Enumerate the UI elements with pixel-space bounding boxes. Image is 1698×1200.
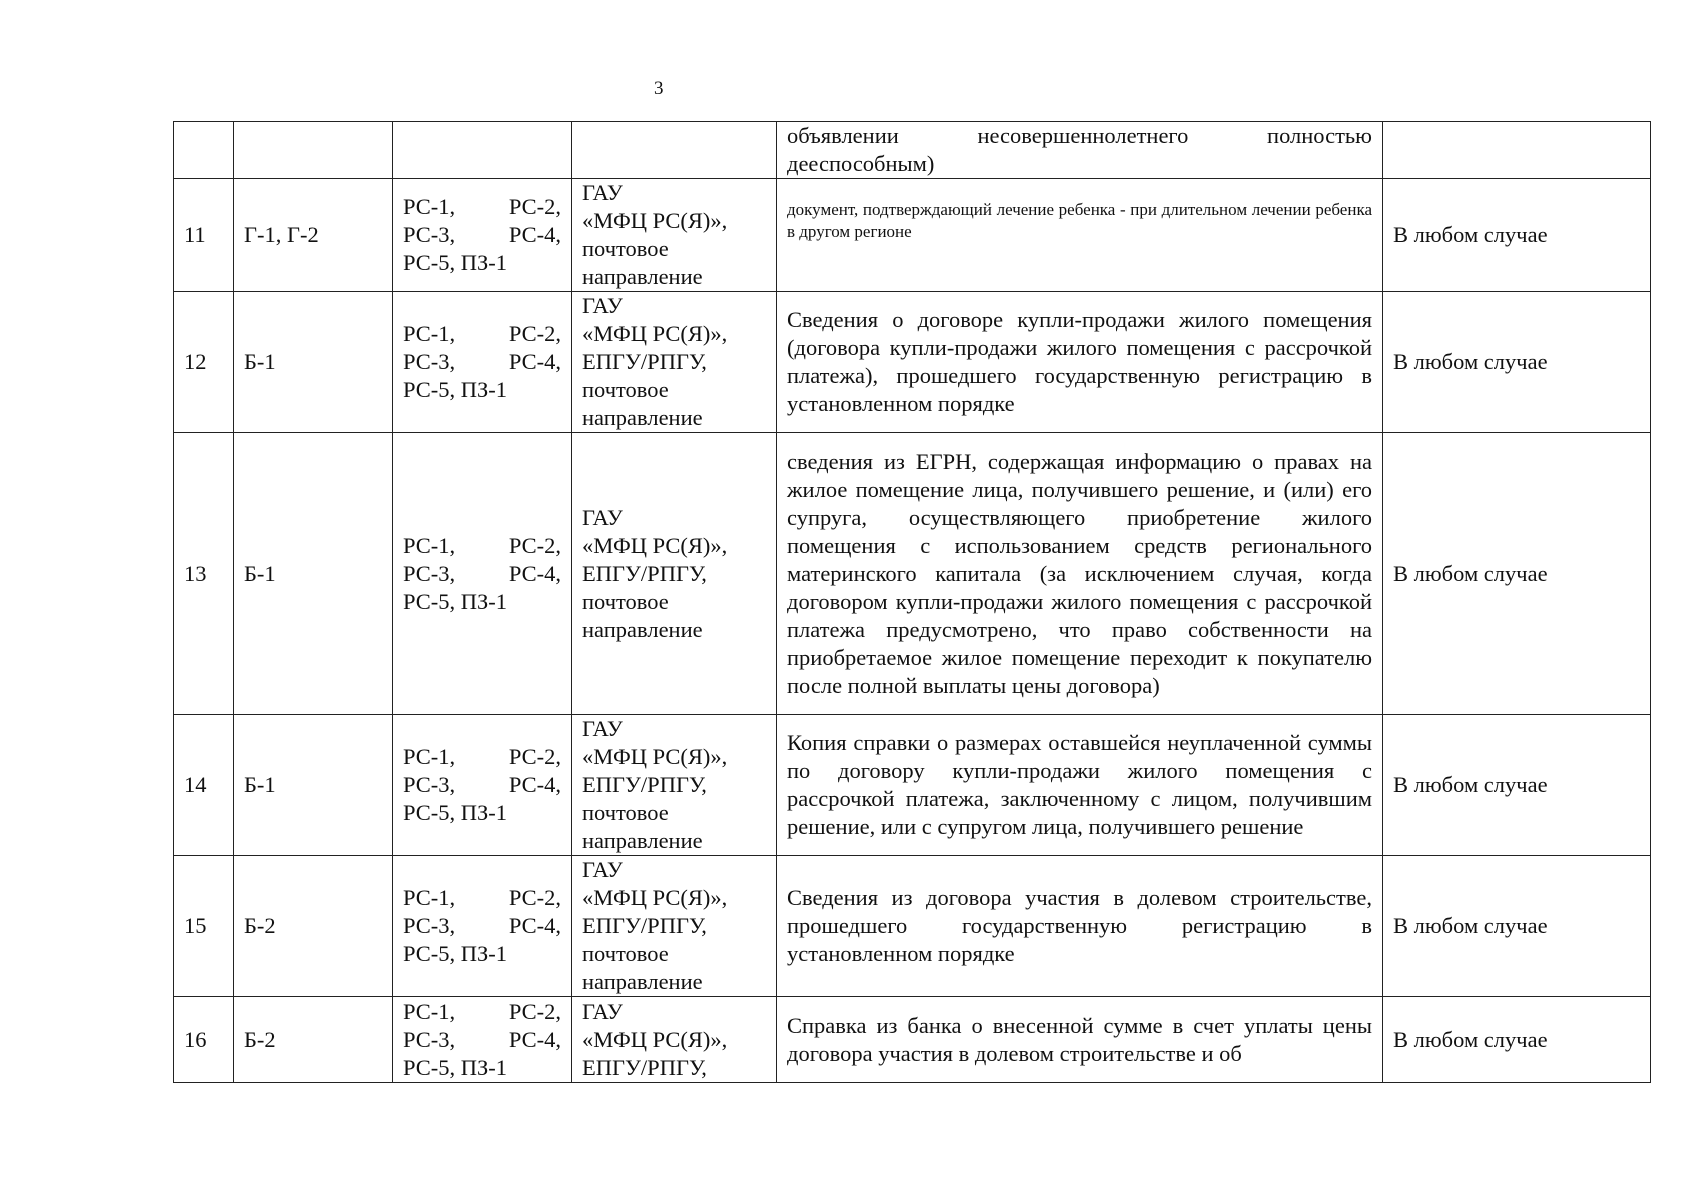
channel-line: ГАУ [582, 504, 623, 530]
channel-line: ГАУ [582, 180, 623, 205]
table-row [174, 433, 1651, 715]
row-description: Копия справки о размерах оставшейся неуплаченной суммы по договору купли-продажи жилого помещения с рассрочкой платежа, заключенному с лицом, получившим решение, или с супругом лица, получившего решение [777, 715, 1383, 856]
channel-line: ЕПГУ/РПГУ, [582, 1054, 707, 1080]
row-channels [572, 715, 777, 856]
row-category: Б-1 [234, 715, 393, 856]
row-codes: РС-1, РС-2, РС-3, РС-4, РС-5, ПЗ-1 [393, 179, 572, 292]
row-codes: РС-1, РС-2, РС-3, РС-4, РС-5, ПЗ-1 [393, 856, 572, 997]
cell-channels [572, 122, 777, 179]
row-description: документ, подтверждающий лечение ребенка - при длительном лечении ребенка в другом регионе [777, 179, 1383, 292]
row-channels [572, 179, 777, 292]
row-number: 12 [174, 292, 234, 433]
table-row-continuation [174, 122, 1651, 179]
channel-line: почтовое [582, 236, 669, 261]
channel-line: направление [582, 969, 703, 994]
channel-line: ЕПГУ/РПГУ, [582, 560, 707, 586]
row-category: Б-2 [234, 856, 393, 997]
channel-line: почтовое [582, 800, 669, 825]
channel-line: направление [582, 405, 703, 430]
row-number: 15 [174, 856, 234, 997]
row-condition: В любом случае [1383, 715, 1651, 856]
row-channels [572, 433, 777, 715]
row-number: 13 [174, 433, 234, 715]
cell-description: объявлении несовершеннолетнего полностью дееспособным) [777, 122, 1383, 179]
table-row [174, 715, 1651, 856]
channel-line: ГАУ [582, 716, 623, 741]
channel-line: почтовое [582, 588, 669, 614]
row-number: 14 [174, 715, 234, 856]
document-table [173, 121, 1651, 1083]
channel-line: «МФЦ РС(Я)», [582, 532, 728, 558]
channel-line: почтовое [582, 377, 669, 402]
row-condition: В любом случае [1383, 292, 1651, 433]
row-category: Б-1 [234, 292, 393, 433]
channel-line: ЕПГУ/РПГУ, [582, 772, 707, 797]
channel-line: «МФЦ РС(Я)», [582, 1026, 728, 1052]
row-number: 16 [174, 997, 234, 1083]
row-condition: В любом случае [1383, 179, 1651, 292]
channel-line: «МФЦ РС(Я)», [582, 321, 728, 346]
channel-line: «МФЦ РС(Я)», [582, 208, 728, 233]
channel-line: ГАУ [582, 293, 623, 318]
row-description: Справка из банка о внесенной сумме в счет уплаты цены договора участия в долевом строительстве и об [777, 997, 1383, 1083]
channel-line: «МФЦ РС(Я)», [582, 885, 728, 910]
channel-line: ГАУ [582, 998, 623, 1024]
channel-line: почтовое [582, 941, 669, 966]
cell-condition [1383, 122, 1651, 179]
channel-line: направление [582, 616, 703, 642]
row-number: 11 [174, 179, 234, 292]
row-channels [572, 997, 777, 1083]
cell-num [174, 122, 234, 179]
row-category: Б-2 [234, 997, 393, 1083]
row-description: Сведения о договоре купли-продажи жилого помещения (договора купли-продажи жилого помещения с рассрочкой платежа), прошедшего государственную регистрацию в установленном порядке [777, 292, 1383, 433]
table-row [174, 856, 1651, 997]
cell-codes [393, 122, 572, 179]
table-row [174, 292, 1651, 433]
channel-line: «МФЦ РС(Я)», [582, 744, 728, 769]
channel-line: направление [582, 264, 703, 289]
row-codes: РС-1, РС-2, РС-3, РС-4, РС-5, ПЗ-1 [393, 997, 572, 1083]
channel-line: ГАУ [582, 857, 623, 882]
row-condition: В любом случае [1383, 997, 1651, 1083]
table-row [174, 997, 1651, 1083]
row-codes: РС-1, РС-2, РС-3, РС-4, РС-5, ПЗ-1 [393, 433, 572, 715]
row-description: Сведения из договора участия в долевом строительстве, прошедшего государственную регистрацию в установленном порядке [777, 856, 1383, 997]
row-channels [572, 856, 777, 997]
page-number: 3 [654, 78, 664, 99]
row-codes: РС-1, РС-2, РС-3, РС-4, РС-5, ПЗ-1 [393, 715, 572, 856]
row-condition: В любом случае [1383, 856, 1651, 997]
channel-line: направление [582, 828, 703, 853]
row-channels [572, 292, 777, 433]
row-category: Г-1, Г-2 [234, 179, 393, 292]
row-category: Б-1 [234, 433, 393, 715]
row-description: сведения из ЕГРН, содержащая информацию о правах на жилое помещение лица, получившего решение, и (или) его супруга, осуществляющего приобретение жилого помещения с использованием средств регионального материнского капитала (за исключением случая, когда договором купли-продажи жилого помещения с рассрочкой платежа предусмотрено, что право собственности на приобретаемое жилое помещение переходит к покупателю после полной выплаты цены договора) [777, 433, 1383, 715]
row-codes: РС-1, РС-2, РС-3, РС-4, РС-5, ПЗ-1 [393, 292, 572, 433]
channel-line: ЕПГУ/РПГУ, [582, 349, 707, 374]
cell-category [234, 122, 393, 179]
table-row [174, 179, 1651, 292]
row-condition: В любом случае [1383, 433, 1651, 715]
channel-line: ЕПГУ/РПГУ, [582, 913, 707, 938]
